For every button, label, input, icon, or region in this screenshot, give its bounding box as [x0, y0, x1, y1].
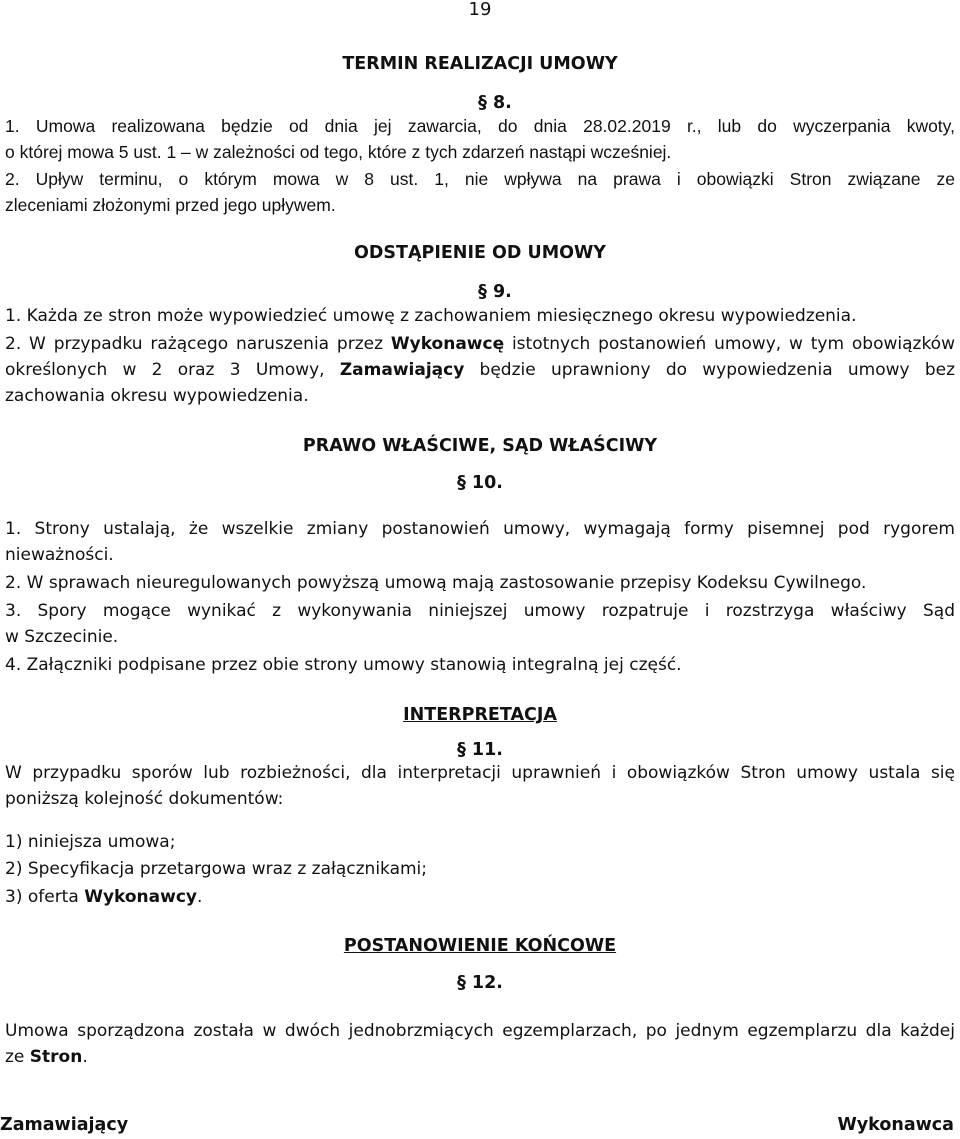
s9-paragraph-2 [5, 331, 955, 409]
s10-p3-line1: 3. Spory mogące wynikać z wykonywania niniejszej umowy rozpatruje i rozstrzyga właściwy Sąd [5, 601, 955, 621]
heading-postanowienie: POSTANOWIENIE KOŃCOWE [343, 936, 617, 956]
section-12: § 12. [457, 973, 503, 993]
s11-intro-line2: poniższą kolejność dokumentów: [5, 789, 284, 809]
s12-line2: ze Stron. [5, 1047, 88, 1067]
heading-prawo: PRAWO WŁAŚCIWE, SĄD WŁAŚCIWY [302, 436, 658, 456]
s10-p1-line1: 1. Strony ustalają, że wszelkie zmiany postanowień umowy, wymagają formy pisemnej pod rygorem [5, 519, 955, 539]
s12-line1: Umowa sporządzona została w dwóch jednobrzmiących egzemplarzach, po jednym egzemplarzu dla każdej [5, 1021, 955, 1041]
s10-paragraph-2: 2. W sprawach nieuregulowanych powyższą umową mają zastosowanie przepisy Kodeksu Cywilnego. [5, 573, 867, 593]
s8-p1-line1: 1. Umowa realizowana będzie od dnia jej zawarcia, do dnia 28.02.2019 r., lub do wyczerpania kwoty, [5, 116, 955, 136]
s10-p3-line2: w Szczecinie. [5, 627, 119, 647]
s10-paragraph-4: 4. Załączniki podpisane przez obie strony umowy stanowią integralną jej część. [5, 655, 682, 675]
s10-p1-line2: nieważności. [5, 545, 114, 565]
s8-paragraph-1 [5, 113, 955, 165]
s11-item-1: 1) niniejsza umowa; [5, 832, 176, 852]
s9-p2-line2: określonych w 2 oraz 3 Umowy, Zamawiający będzie uprawniony do wypowiedzenia umowy bez [5, 360, 955, 380]
s9-paragraph-1: 1. Każda ze stron może wypowiedzieć umowę z zachowaniem miesięcznego okresu wypowiedzenia. [5, 306, 857, 326]
s11-item-2: 2) Specyfikacja przetargowa wraz z załącznikami; [5, 859, 428, 879]
s11-item-3: 3) oferta Wykonawcy. [5, 887, 203, 907]
s12-paragraph [5, 1018, 955, 1070]
s11-intro [5, 760, 955, 812]
heading-odstapienie: ODSTĄPIENIE OD UMOWY [354, 243, 606, 263]
s8-paragraph-2 [5, 166, 955, 218]
section-10: § 10. [457, 473, 503, 493]
signature-wykonawca: Wykonawca [837, 1115, 954, 1135]
heading-interpretacja: INTERPRETACJA [403, 705, 557, 725]
s8-p2-line2: zleceniami złożonymi przed jego upływem. [5, 195, 336, 215]
s10-paragraph-1 [5, 516, 955, 568]
s10-paragraph-3 [5, 598, 955, 650]
signature-zamawiajacy: Zamawiający [0, 1115, 129, 1135]
s8-p1-line2: o której mowa 5 ust. 1 – w zależności od tego, które z tych zdarzeń nastąpi wcześniej. [5, 142, 672, 162]
heading-termin: TERMIN REALIZACJI UMOWY [342, 54, 618, 74]
s8-p2-line1: 2. Upływ terminu, o którym mowa w 8 ust. 1, nie wpływa na prawa i obowiązki Stron związane ze [5, 169, 955, 189]
s11-intro-line1: W przypadku sporów lub rozbieżności, dla interpretacji uprawnień i obowiązków Stron umowy ustala się [5, 763, 955, 783]
page-number: 19 [468, 0, 492, 20]
section-8: § 8. [478, 93, 512, 113]
s9-p2-line3: zachowania okresu wypowiedzenia. [5, 386, 309, 406]
s9-p2-line1: 2. W przypadku rażącego naruszenia przez Wykonawcę istotnych postanowień umowy, w tym obowiązków [5, 334, 955, 354]
section-9: § 9. [478, 282, 512, 302]
section-11: § 11. [457, 740, 503, 760]
